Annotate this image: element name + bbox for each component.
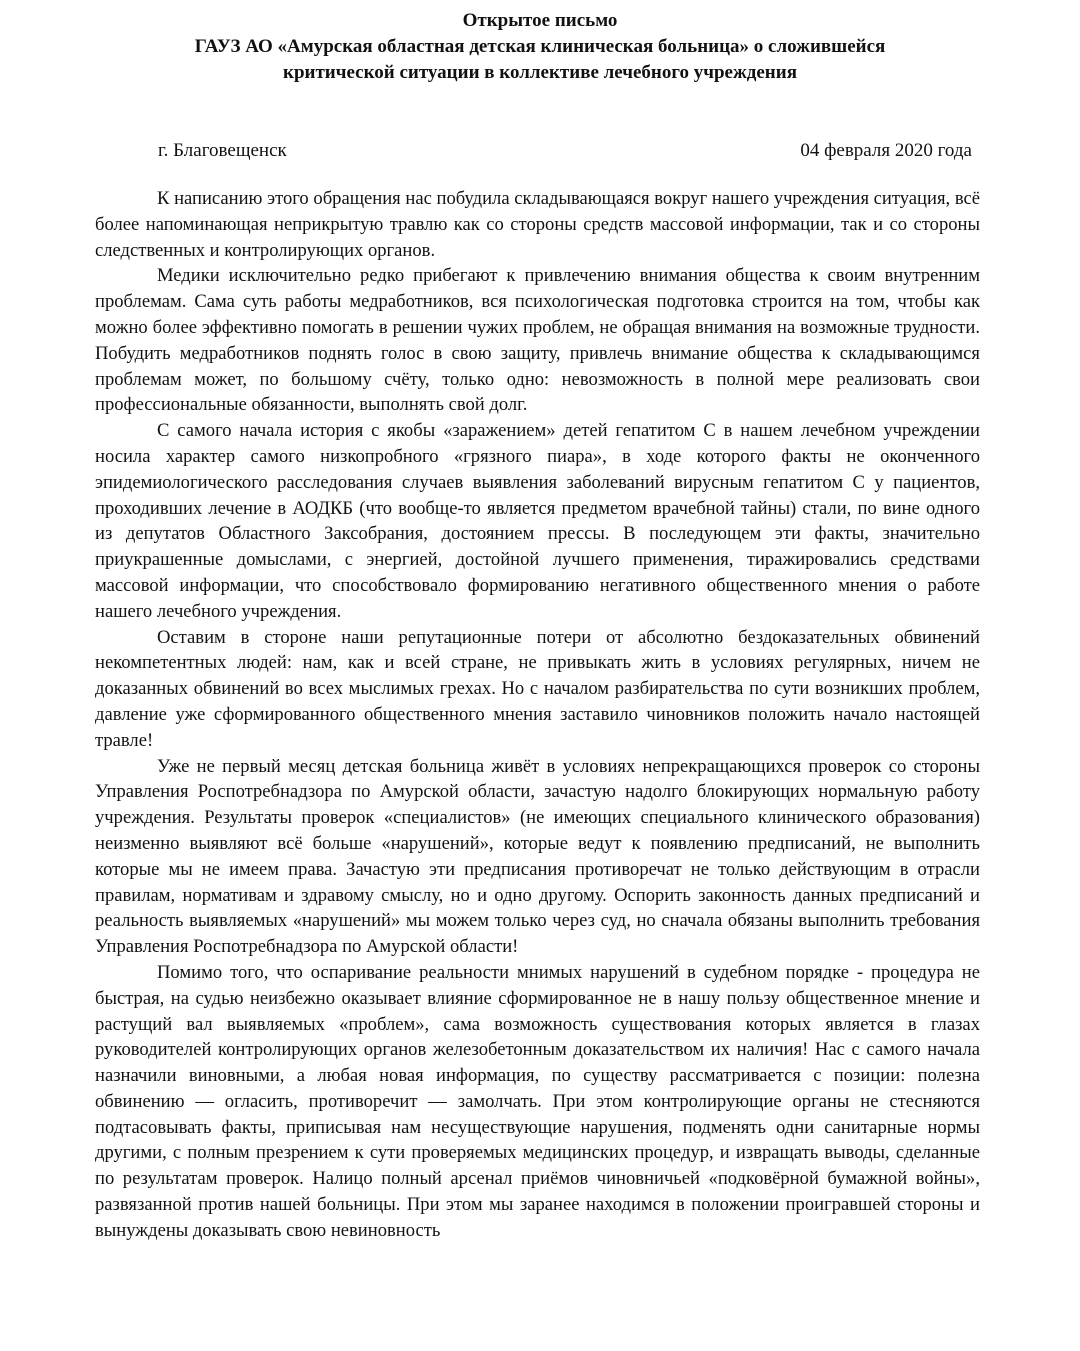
paragraph: Помимо того, что оспаривание реальности мнимых нарушений в судебном порядке - процедура не быстрая, на судью неизбежно оказывает влияние сформированное не в нашу пользу общественное мнение и растущий вал выявляемых «проблем», сама возможность существования которых является в глазах руководителей контролирующих органов железобетонным доказательством их наличия! Нас с самого начала назначили виновными, а любая новая информация, по существу рассматривается с позиции: полезна обвинению — огласить, противоречит — замолчать. При этом контролирующие органы не стесняются подтасовывать факты, приписывая нам несуществующие нарушения, подменять одни санитарные нормы другими, с полным презрением к сути проверяемых медицинских процедур, и извращать выводы, сделанные по результатам проверок. Налицо полный арсенал приёмов чиновничьей «подковёрной бумажной войны», развязанной против нашей больницы. При этом мы заранее находимся в положении проигравшей стороны и вынуждены доказывать свою невиновность <box>95 961 980 1241</box>
letter-body <box>95 186 980 1244</box>
title-line-2: ГАУЗ АО «Амурская областная детская клиническая больница» о сложившейся <box>194 36 886 57</box>
paragraph: С самого начала история с якобы «заражением» детей гепатитом С в нашем лечебном учреждении носила характер самого низкопробного «грязного пиара», в ходе которого факты не оконченного эпидемиологического расследования случаев выявления заболеваний вирусным гепатитом С у пациентов, проходивших лечение в АОДКБ (что вообще-то является предметом врачебной тайны) стали, по вине одного из депутатов Областного Заксобрания, достоянием прессы. В последующем эти факты, значительно приукрашенные домыслами, с энергией, достойной лучшего применения, тиражировались средствами массовой информации, что способствовало формированию негативного общественного мнения о работе нашего лечебного учреждения. <box>95 420 980 622</box>
letter-date: 04 февраля 2020 года <box>800 140 972 161</box>
title-line-1: Открытое письмо <box>462 10 618 31</box>
paragraph: Медики исключительно редко прибегают к привлечению внимания общества к своим внутренним проблемам. Сама суть работы медработников, вся психологическая подготовка строится на том, чтобы как можно более эффективно помогать в решении чужих проблем, не обращая внимания на возможные трудности. Побудить медработников поднять голос в свою защиту, привлечь внимание общества к складывающимся проблемам может, по большому счёту, только одно: невозможность в полной мере реализовать свои профессиональные обязанности, выполнять свой долг. <box>95 265 980 416</box>
letter-title <box>90 8 990 86</box>
paragraph: Уже не первый месяц детская больница живёт в условиях непрекращающихся проверок со стороны Управления Роспотребнадзора по Амурской области, зачастую надолго блокирующих нормальную работу учреждения. Результаты проверок «специалистов» (не имеющих специального клинического образования) неизменно выявляют всё больше «нарушений», которые ведут к появлению предписаний, не выполнить которые мы не имеем права. Зачастую эти предписания противоречат не только действующим в отрасли правилам, нормативам и здравому смыслу, но и одно другому. Оспорить законность данных предписаний и реальность выявляемых «нарушений» мы можем только через суд, но сначала обязаны выполнить требования Управления Роспотребнадзора по Амурской области! <box>95 755 980 958</box>
city: г. Благовещенск <box>158 140 287 161</box>
paragraph: Оставим в стороне наши репутационные потери от абсолютно бездоказательных обвинений некомпетентных людей: нам, как и всей стране, не привыкать жить в условиях регулярных, ничем не доказанных обвинений во всех мыслимых грехах. Но с началом разбирательства по сути возникших проблем, давление уже сформированного общественного мнения заставило чиновников положить начало настоящей травле! <box>95 626 980 751</box>
title-line-3: критической ситуации в коллективе лечебного учреждения <box>283 62 797 83</box>
paragraph: К написанию этого обращения нас побудила складывающаяся вокруг нашего учреждения ситуация, всё более напоминающая неприкрытую травлю как со стороны средств массовой информации, так и со стороны следственных и контролирующих органов. <box>95 188 980 261</box>
